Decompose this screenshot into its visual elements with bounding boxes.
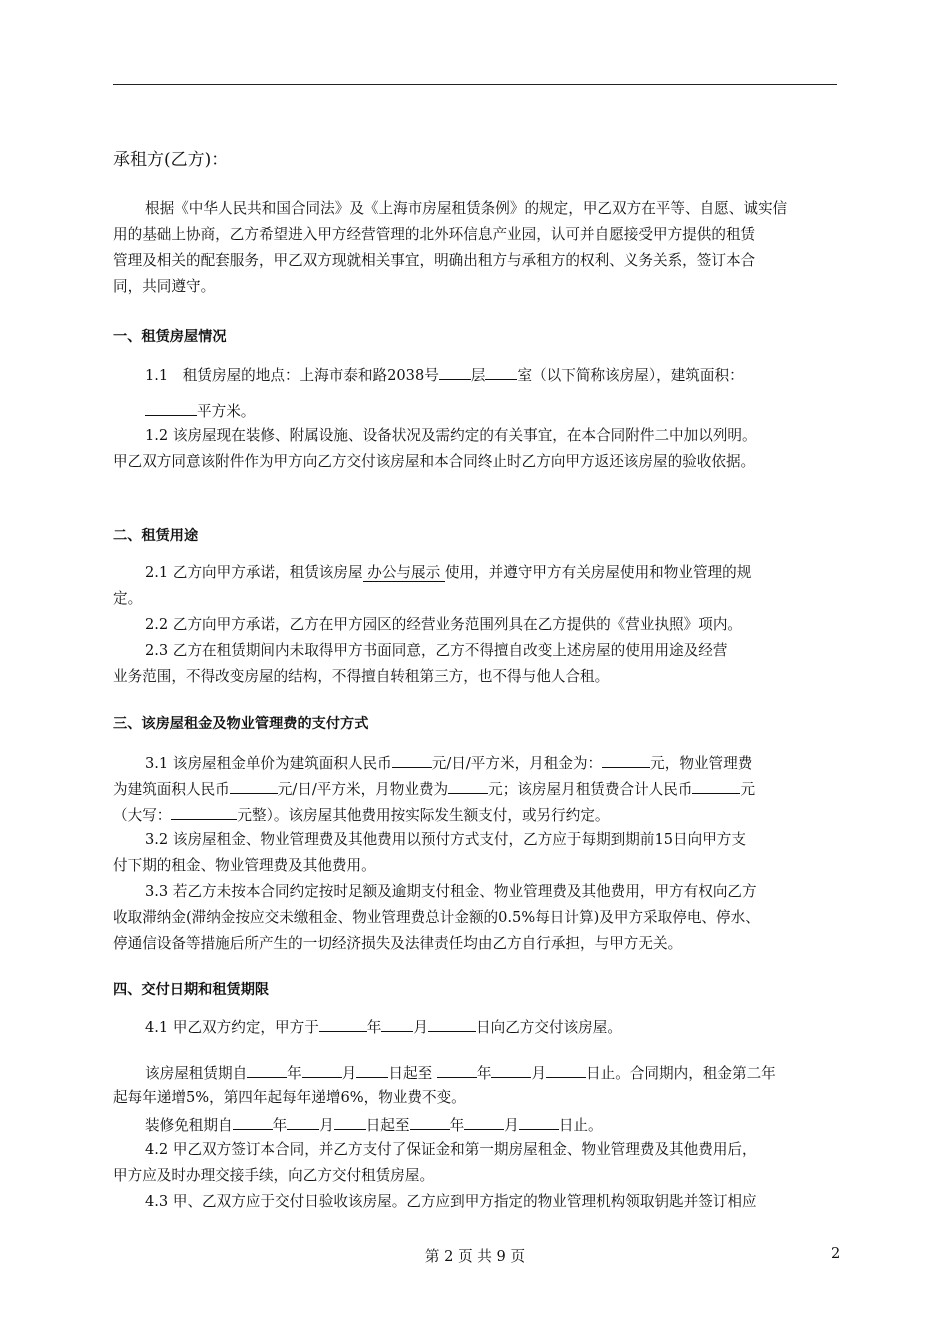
clause-text: 日止。 bbox=[558, 1117, 603, 1134]
clause-1-2: 1.2 该房屋现在装修、附属设施、设备状况及需约定的有关事宜，在本合同附件二中加以列明。 bbox=[145, 427, 757, 444]
clause-4-2: 4.2 甲乙双方签订本合同，并乙方支付了保证金和第一期房屋租金、物业管理费及其他费用后， bbox=[145, 1141, 757, 1158]
clause-text: 2.1 乙方向甲方承诺，租赁该房屋 bbox=[145, 564, 363, 581]
clause-3-3: 3.3 若乙方未按本合同约定按时足额及逾期支付租金、物业管理费及其他费用，甲方有权向乙方 bbox=[145, 883, 757, 900]
intro-line: 管理及相关的配套服务，甲乙双方现就相关事宜，明确出租方与承租方的权利、义务关系，签订本合 bbox=[113, 252, 756, 269]
clause-2-3-cont: 业务范围，不得改变房屋的结构，不得擅自转租第三方，也不得与他人合租。 bbox=[113, 668, 610, 685]
page-footer: 第 2 页 共 9 页 bbox=[424, 1248, 526, 1265]
clause-text: 年 bbox=[476, 1065, 492, 1082]
blank-end-day bbox=[546, 1062, 586, 1078]
clause-text: 元/日/平方米，月物业费为 bbox=[277, 781, 449, 798]
blank-fee-unit bbox=[230, 778, 278, 794]
usage-value bbox=[363, 564, 445, 582]
blank-start-year bbox=[247, 1062, 287, 1078]
clause-text: 年 bbox=[449, 1117, 465, 1134]
clause-1-1-cont bbox=[145, 400, 255, 422]
blank-free-end-day bbox=[519, 1114, 559, 1130]
blank-room bbox=[485, 364, 517, 380]
clause-4-1 bbox=[145, 1016, 622, 1038]
party-b-label: 承租方(乙方)： bbox=[113, 150, 229, 170]
blank-free-start-day bbox=[334, 1114, 366, 1130]
clause-text: 使用，并遵守甲方有关房屋使用和物业管理的规 bbox=[444, 564, 752, 581]
clause-4-2-cont: 甲方应及时办理交接手续，向乙方交付租赁房屋。 bbox=[113, 1167, 435, 1184]
clause-3-1-cont bbox=[113, 778, 755, 800]
intro-line: 用的基础上协商，乙方希望进入甲方经营管理的北外环信息产业园，认可并自愿接受甲方提供的租赁 bbox=[113, 226, 756, 243]
clause-text: 日起至 bbox=[388, 1065, 433, 1082]
section-1-heading: 一、租赁房屋情况 bbox=[113, 329, 227, 345]
clause-text: 装修免租期自 bbox=[145, 1117, 233, 1134]
clause-text: 该房屋租赁期自 bbox=[145, 1065, 248, 1082]
clause-text: 日起至 bbox=[365, 1117, 410, 1134]
clause-text: 层 bbox=[470, 367, 486, 384]
blank-floor bbox=[439, 364, 471, 380]
clause-text: 元/日/平方米，月租金为： bbox=[431, 755, 603, 772]
blank-monthly-fee bbox=[448, 778, 488, 794]
lease-term-cont: 起每年递增5%，第四年起每年递增6%，物业费不变。 bbox=[113, 1089, 466, 1106]
blank-area bbox=[145, 400, 197, 416]
blank-start-day bbox=[356, 1062, 388, 1078]
clause-2-1 bbox=[145, 563, 751, 583]
clause-text: 月 bbox=[341, 1065, 357, 1082]
clause-text: 元整）。该房屋其他费用按实际发生额支付，或另行约定。 bbox=[237, 807, 610, 824]
blank-start-month bbox=[302, 1062, 342, 1078]
clause-text: 年 bbox=[366, 1019, 382, 1036]
clause-3-1 bbox=[145, 752, 752, 774]
blank-free-start-month bbox=[287, 1114, 319, 1130]
rent-free-period bbox=[145, 1114, 603, 1136]
clause-text: 元，物业管理费 bbox=[650, 755, 753, 772]
clause-3-3-cont: 收取滞纳金(滞纳金按应交未缴租金、物业管理费总计金额的0.5%每日计算)及甲方采取停电、停水、 bbox=[113, 909, 760, 926]
blank-rent-unit bbox=[392, 752, 432, 768]
clause-text: （大写： bbox=[113, 807, 172, 824]
clause-1-1 bbox=[145, 364, 744, 386]
clause-2-2: 2.2 乙方向甲方承诺，乙方在甲方园区的经营业务范围列具在乙方提供的《营业执照》项内。 bbox=[145, 616, 743, 633]
blank-free-end-year bbox=[410, 1114, 450, 1130]
blank-end-month bbox=[491, 1062, 531, 1078]
clause-text: 年 bbox=[272, 1117, 288, 1134]
clause-text: 月 bbox=[531, 1065, 547, 1082]
clause-text: 平方米。 bbox=[197, 403, 256, 420]
clause-text: 日向乙方交付该房屋。 bbox=[476, 1019, 622, 1036]
clause-2-3: 2.3 乙方在租赁期间内未取得甲方书面同意，乙方不得擅自改变上述房屋的使用用途及经营 bbox=[145, 642, 728, 659]
clause-text: 室（以下简称该房屋），建筑面积： bbox=[517, 367, 744, 384]
blank-total-capital bbox=[171, 804, 237, 820]
section-3-heading: 三、该房屋租金及物业管理费的支付方式 bbox=[113, 716, 369, 732]
blank-day bbox=[428, 1016, 476, 1032]
intro-line: 根据《中华人民共和国合同法》及《上海市房屋租赁条例》的规定，甲乙双方在平等、自愿、诚实信 bbox=[145, 200, 788, 217]
lease-term bbox=[145, 1062, 776, 1084]
clause-4-3: 4.3 甲、乙双方应于交付日验收该房屋。乙方应到甲方指定的物业管理机构领取钥匙并签订相应 bbox=[145, 1193, 757, 1210]
blank-month bbox=[381, 1016, 413, 1032]
blank-total bbox=[692, 778, 740, 794]
usage-text: 办公与展示 bbox=[367, 564, 441, 581]
clause-text: 元；该房屋月租赁费合计人民币 bbox=[488, 781, 693, 798]
clause-text: 年 bbox=[287, 1065, 302, 1082]
clause-3-1-cont bbox=[113, 804, 610, 826]
header-rule bbox=[113, 84, 837, 85]
intro-line: 同，共同遵守。 bbox=[113, 278, 216, 295]
clause-3-2-cont: 付下期的租金、物业管理费及其他费用。 bbox=[113, 857, 376, 874]
clause-3-3-cont: 停通信设备等措施后所产生的一切经济损失及法律责任均由乙方自行承担，与甲方无关。 bbox=[113, 935, 683, 952]
section-4-heading: 四、交付日期和租赁期限 bbox=[113, 982, 270, 998]
clause-text: 月 bbox=[319, 1117, 334, 1134]
page-number: 2 bbox=[831, 1245, 841, 1262]
blank-free-end-month bbox=[464, 1114, 504, 1130]
clause-text: 元 bbox=[740, 781, 756, 798]
section-2-heading: 二、租赁用途 bbox=[113, 528, 199, 544]
clause-text: 日止。合同期内，租金第二年 bbox=[586, 1065, 776, 1082]
clause-text: 月 bbox=[413, 1019, 429, 1036]
clause-3-2: 3.2 该房屋租金、物业管理费及其他费用以预付方式支付，乙方应于每期到期前15日向甲方支 bbox=[145, 831, 746, 848]
clause-2-1-cont: 定。 bbox=[113, 590, 143, 607]
blank-monthly-rent bbox=[602, 752, 650, 768]
clause-text: 为建筑面积人民币 bbox=[113, 781, 230, 798]
blank-free-start-year bbox=[233, 1114, 273, 1130]
clause-text: 月 bbox=[504, 1117, 519, 1134]
clause-text: 1.1 租赁房屋的地点：上海市泰和路2038号 bbox=[145, 367, 439, 384]
clause-text: 3.1 该房屋租金单价为建筑面积人民币 bbox=[145, 755, 392, 772]
clause-1-2-cont: 甲乙双方同意该附件作为甲方向乙方交付该房屋和本合同终止时乙方向甲方返还该房屋的验收依据。 bbox=[113, 453, 756, 470]
clause-text: 4.1 甲乙双方约定，甲方于 bbox=[145, 1019, 319, 1036]
blank-year bbox=[319, 1016, 367, 1032]
blank-end-year bbox=[437, 1062, 477, 1078]
